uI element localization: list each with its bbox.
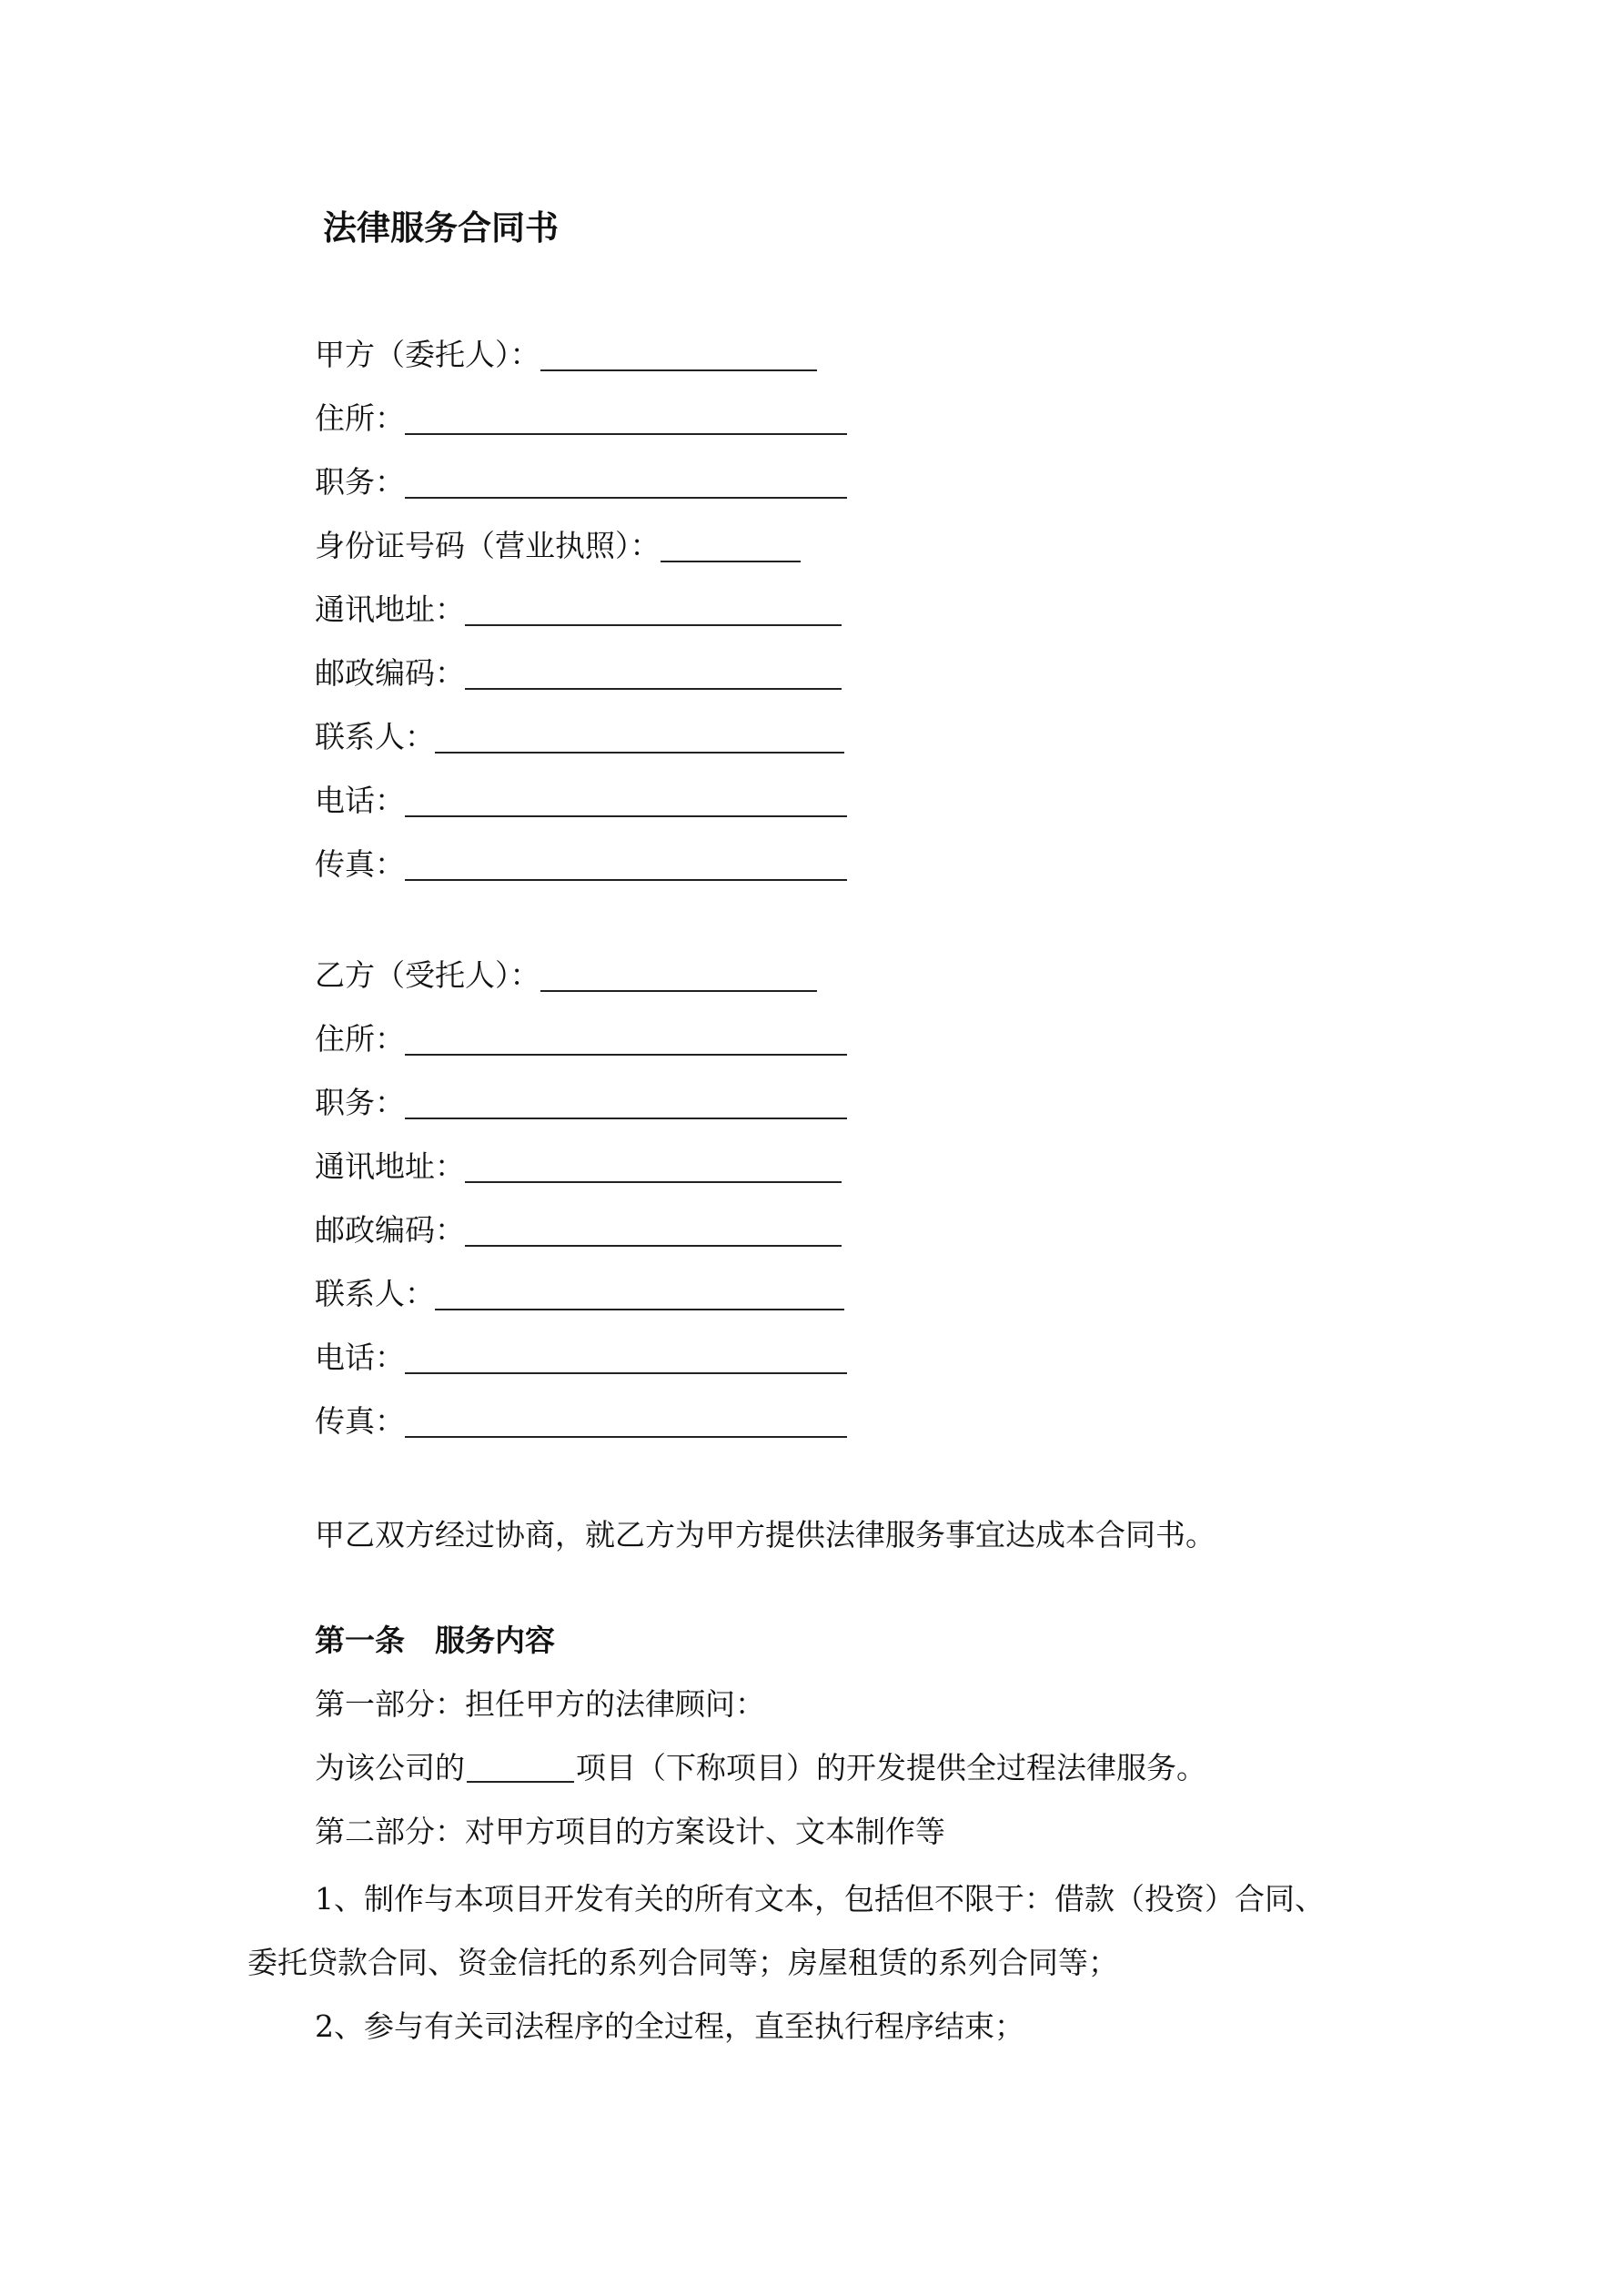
- party-b-header-field: [315, 950, 817, 996]
- party-a-id-field: [315, 521, 801, 566]
- party-b-postal-code-blank: [465, 1245, 842, 1247]
- party-a-mailing-address-blank: [465, 624, 842, 626]
- party-a-postal-code-field: [315, 648, 842, 693]
- party-b-mailing-address-label: 通讯地址：: [315, 1148, 465, 1184]
- party-a-id-blank: [661, 561, 801, 562]
- article-1-item-1-line-1: 1、制作与本项目开发有关的所有文本，包括但不限于：借款（投资）合同、: [315, 1881, 1325, 1917]
- party-a-phone-field: [315, 775, 847, 821]
- party-a-fax-field: [315, 839, 847, 885]
- party-a-phone-label: 电话：: [315, 783, 405, 818]
- party-b-mailing-address-field: [315, 1141, 842, 1187]
- article-1-project-line: [315, 1750, 1206, 1785]
- article-1-item-1-line-2: 委托贷款合同、资金信托的系列合同等；房屋租赁的系列合同等；: [247, 1945, 1118, 1980]
- party-b-contact-field: [315, 1269, 844, 1314]
- party-a-header-field: [315, 329, 817, 375]
- party-a-address-field: [315, 393, 847, 439]
- party-a-position-blank: [405, 497, 847, 499]
- party-a-fax-label: 传真：: [315, 846, 405, 882]
- party-a-name-blank: [540, 369, 817, 371]
- party-a-contact-blank: [435, 752, 844, 754]
- project-prefix: 为该公司的: [315, 1750, 465, 1785]
- party-b-phone-field: [315, 1332, 847, 1378]
- party-b-phone-label: 电话：: [315, 1340, 405, 1375]
- project-name-blank: [467, 1755, 574, 1783]
- article-1-part-2: 第二部分：对甲方项目的方案设计、文本制作等: [315, 1814, 945, 1849]
- article-1-part-1: 第一部分：担任甲方的法律顾问：: [315, 1686, 765, 1722]
- party-b-position-blank: [405, 1118, 847, 1119]
- party-b-fax-blank: [405, 1436, 847, 1438]
- party-a-address-blank: [405, 433, 847, 435]
- party-a-mailing-address-label: 通讯地址：: [315, 592, 465, 627]
- party-a-postal-code-blank: [465, 688, 842, 690]
- party-a-contact-field: [315, 712, 844, 757]
- party-a-id-label: 身份证号码（营业执照）：: [315, 528, 661, 563]
- intro-paragraph: 甲乙双方经过协商，就乙方为甲方提供法律服务事宜达成本合同书。: [315, 1517, 1215, 1553]
- party-b-postal-code-field: [315, 1205, 842, 1250]
- party-b-fax-field: [315, 1396, 847, 1441]
- party-b-contact-blank: [435, 1309, 844, 1310]
- party-b-postal-code-label: 邮政编码：: [315, 1212, 465, 1248]
- party-b-address-blank: [405, 1054, 847, 1056]
- party-b-position-label: 职务：: [315, 1085, 405, 1120]
- document-title: 法律服务合同书: [323, 207, 559, 248]
- party-b-position-field: [315, 1077, 847, 1123]
- party-b-contact-label: 联系人：: [315, 1276, 435, 1311]
- party-b-header-label: 乙方（受托人）：: [315, 957, 540, 993]
- party-a-phone-blank: [405, 815, 847, 817]
- party-a-position-label: 职务：: [315, 464, 405, 500]
- party-b-name-blank: [540, 990, 817, 992]
- party-b-phone-blank: [405, 1372, 847, 1374]
- article-1-heading: 第一条 服务内容: [315, 1623, 555, 1658]
- party-a-mailing-address-field: [315, 584, 842, 630]
- party-a-header-label: 甲方（委托人）：: [315, 337, 540, 372]
- party-a-contact-label: 联系人：: [315, 719, 435, 754]
- party-b-fax-label: 传真：: [315, 1403, 405, 1439]
- party-b-mailing-address-blank: [465, 1181, 842, 1183]
- party-a-address-label: 住所：: [315, 400, 405, 436]
- party-a-position-field: [315, 457, 847, 502]
- project-suffix: 项目（下称项目）的开发提供全过程法律服务。: [576, 1750, 1206, 1785]
- party-a-fax-blank: [405, 879, 847, 881]
- article-1-item-2: 2、参与有关司法程序的全过程，直至执行程序结束；: [315, 2008, 1024, 2044]
- party-b-address-field: [315, 1014, 847, 1059]
- party-b-address-label: 住所：: [315, 1021, 405, 1057]
- party-a-postal-code-label: 邮政编码：: [315, 655, 465, 691]
